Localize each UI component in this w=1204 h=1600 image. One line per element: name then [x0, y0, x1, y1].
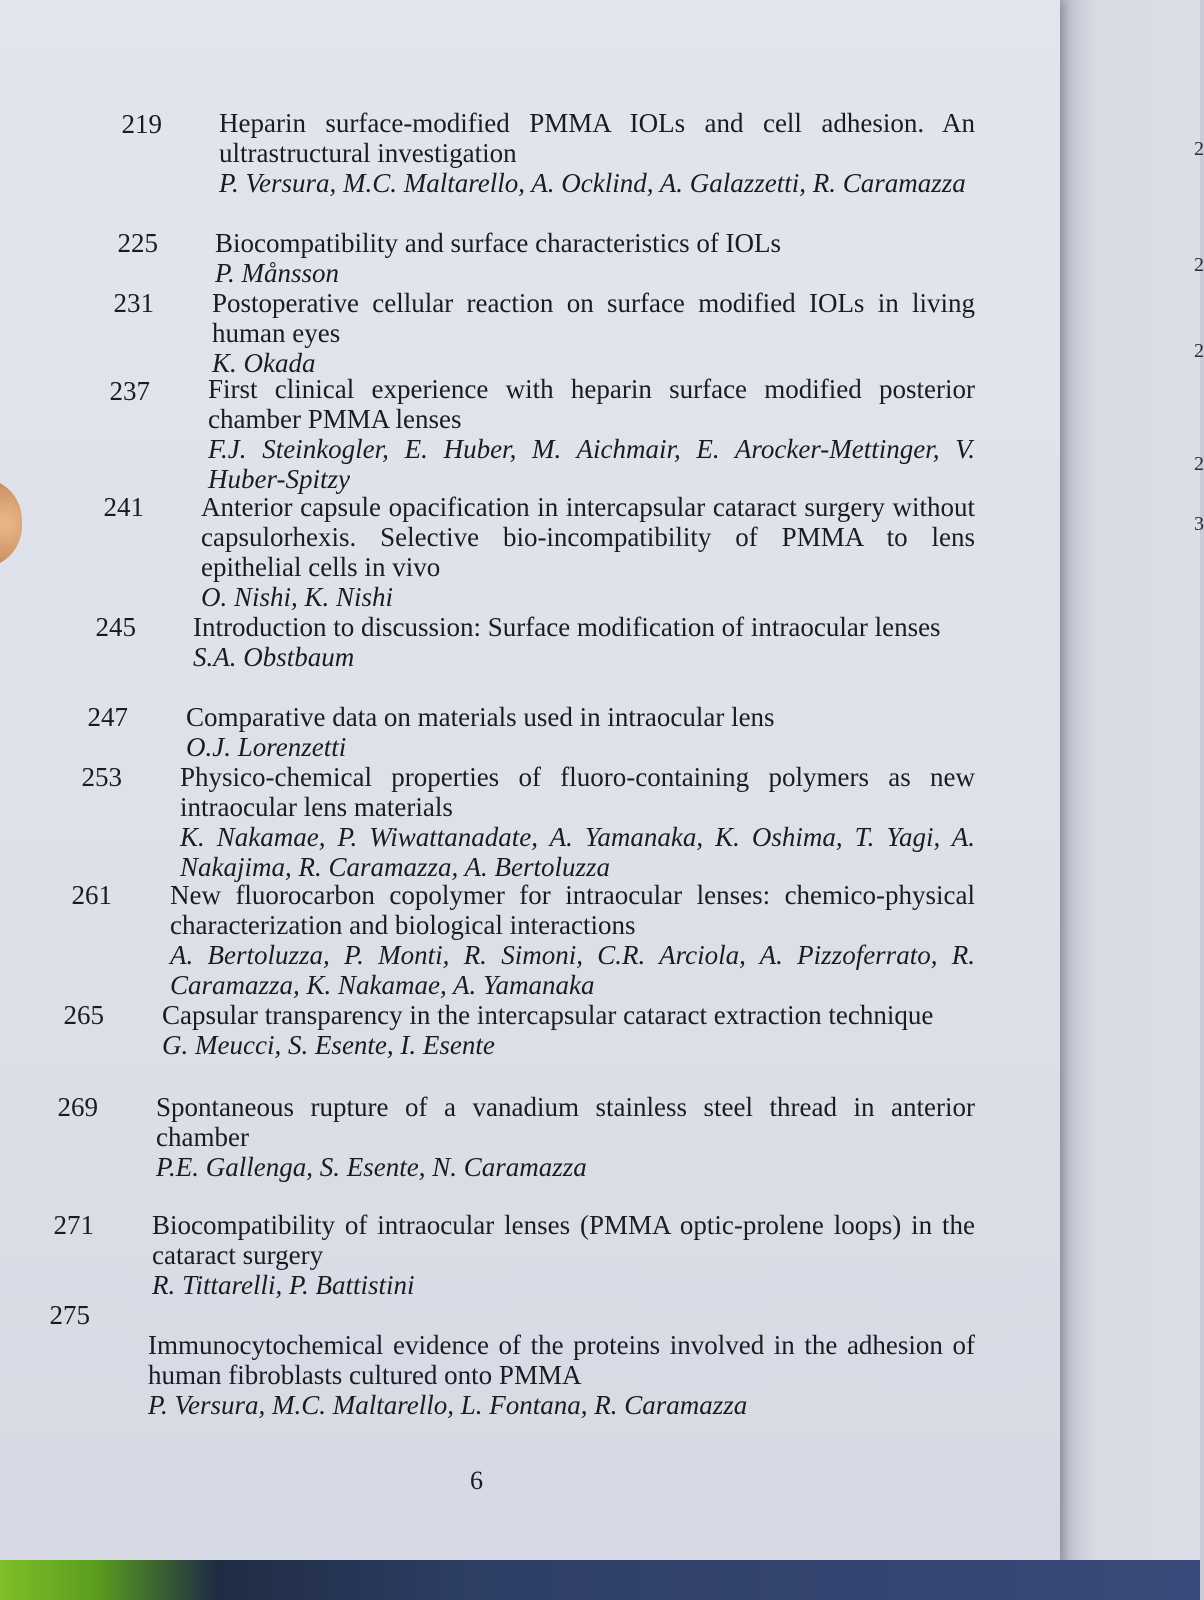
- entry-text: [201, 492, 975, 612]
- entry-page-number: 241: [103, 492, 144, 522]
- facing-page-mark: 2: [1194, 453, 1204, 475]
- entry-title: Physico-chemical properties of fluoro-containing polymers as new intraocular lens materials: [180, 762, 975, 822]
- entry-title: First clinical experience with heparin surface modified posterior chamber PMMA lenses: [208, 374, 975, 434]
- entry-page-number: 265: [63, 1000, 104, 1030]
- entry-page-number: 269: [57, 1092, 98, 1122]
- entry-authors: A. Bertoluzza, P. Monti, R. Simoni, C.R. Arciola, A. Pizzoferrato, R. Caramazza, K. Nakamae, A. Yamanaka: [170, 940, 975, 1000]
- entry-title: Immunocytochemical evidence of the proteins involved in the adhesion of human fibroblasts cultured onto PMMA: [148, 1330, 975, 1390]
- facing-page-edge: [1060, 0, 1204, 1600]
- entry-page-number: 237: [109, 376, 150, 406]
- entry-authors: R. Tittarelli, P. Battistini: [152, 1270, 415, 1300]
- entry-text: [152, 1210, 975, 1300]
- entry-text: [193, 612, 975, 672]
- entry-text: [156, 1092, 975, 1182]
- entry-text: [148, 1330, 975, 1420]
- entry-authors: F.J. Steinkogler, E. Huber, M. Aichmair, E. Arocker-Mettinger, V. Huber-Spitzy: [208, 434, 975, 494]
- entry-title: Comparative data on materials used in intraocular lens: [186, 702, 775, 732]
- entry-title: Biocompatibility and surface characteristics of IOLs: [215, 228, 782, 258]
- entry-authors: O.J. Lorenzetti: [186, 732, 347, 762]
- entry-title: Heparin surface-modified PMMA IOLs and cell adhesion. An ultrastructural investigation: [219, 108, 975, 168]
- facing-page-mark: 2: [1194, 340, 1204, 362]
- entry-page-number: 245: [95, 612, 136, 642]
- entry-title: Spontaneous rupture of a vanadium stainless steel thread in anterior chamber: [156, 1092, 975, 1152]
- entry-text: [170, 880, 975, 1000]
- entry-authors: K. Okada: [212, 348, 316, 378]
- entry-authors: P.E. Gallenga, S. Esente, N. Caramazza: [156, 1152, 587, 1182]
- entry-text: [212, 288, 975, 378]
- entry-page-number: 247: [87, 702, 128, 732]
- entry-title: Postoperative cellular reaction on surface modified IOLs in living human eyes: [212, 288, 975, 348]
- page-number: 6: [470, 1466, 483, 1495]
- facing-page-mark: 3: [1194, 513, 1204, 535]
- facing-page-mark: 2: [1194, 254, 1204, 276]
- entry-title: Introduction to discussion: Surface modification of intraocular lenses: [193, 612, 941, 642]
- entry-text: [215, 228, 975, 288]
- entry-authors: K. Nakamae, P. Wiwattanadate, A. Yamanaka, K. Oshima, T. Yagi, A. Nakajima, R. Caramazza, A. Bertoluzza: [180, 822, 975, 882]
- entry-title: Biocompatibility of intraocular lenses (PMMA optic-prolene loops) in the cataract surgery: [152, 1210, 975, 1270]
- entry-page-number: 271: [53, 1210, 94, 1240]
- entry-authors: O. Nishi, K. Nishi: [201, 582, 394, 612]
- entry-text: [162, 1000, 975, 1060]
- surface-below-book: [0, 1560, 1200, 1600]
- entry-text: [186, 702, 975, 762]
- entry-page-number: 231: [113, 288, 154, 318]
- entry-title: Anterior capsule opacification in intercapsular cataract surgery without capsulorhexis. Selective bio-incompatibility of PMMA to lens epithelial cells in vivo: [201, 492, 975, 582]
- entry-page-number: 275: [49, 1300, 90, 1330]
- entry-authors: P. Versura, M.C. Maltarello, L. Fontana, R. Caramazza: [148, 1390, 748, 1420]
- entry-page-number: 219: [121, 109, 162, 139]
- entry-page-number: 225: [117, 228, 158, 258]
- entry-authors: S.A. Obstbaum: [193, 642, 355, 672]
- entry-text: [219, 108, 975, 198]
- entry-page-number: 253: [81, 762, 122, 792]
- entry-page-number: 261: [71, 880, 112, 910]
- entry-text: [208, 374, 975, 494]
- entry-authors: G. Meucci, S. Esente, I. Esente: [162, 1030, 495, 1060]
- entry-title: Capsular transparency in the intercapsular cataract extraction technique: [162, 1000, 934, 1030]
- entry-authors: P. Månsson: [215, 258, 340, 288]
- entry-authors: P. Versura, M.C. Maltarello, A. Ocklind, A. Galazzetti, R. Caramazza: [219, 168, 966, 198]
- entry-text: [180, 762, 975, 882]
- entry-title: New fluorocarbon copolymer for intraocular lenses: chemico-physical characterization and biological interactions: [170, 880, 975, 940]
- facing-page-mark: 2: [1194, 138, 1204, 160]
